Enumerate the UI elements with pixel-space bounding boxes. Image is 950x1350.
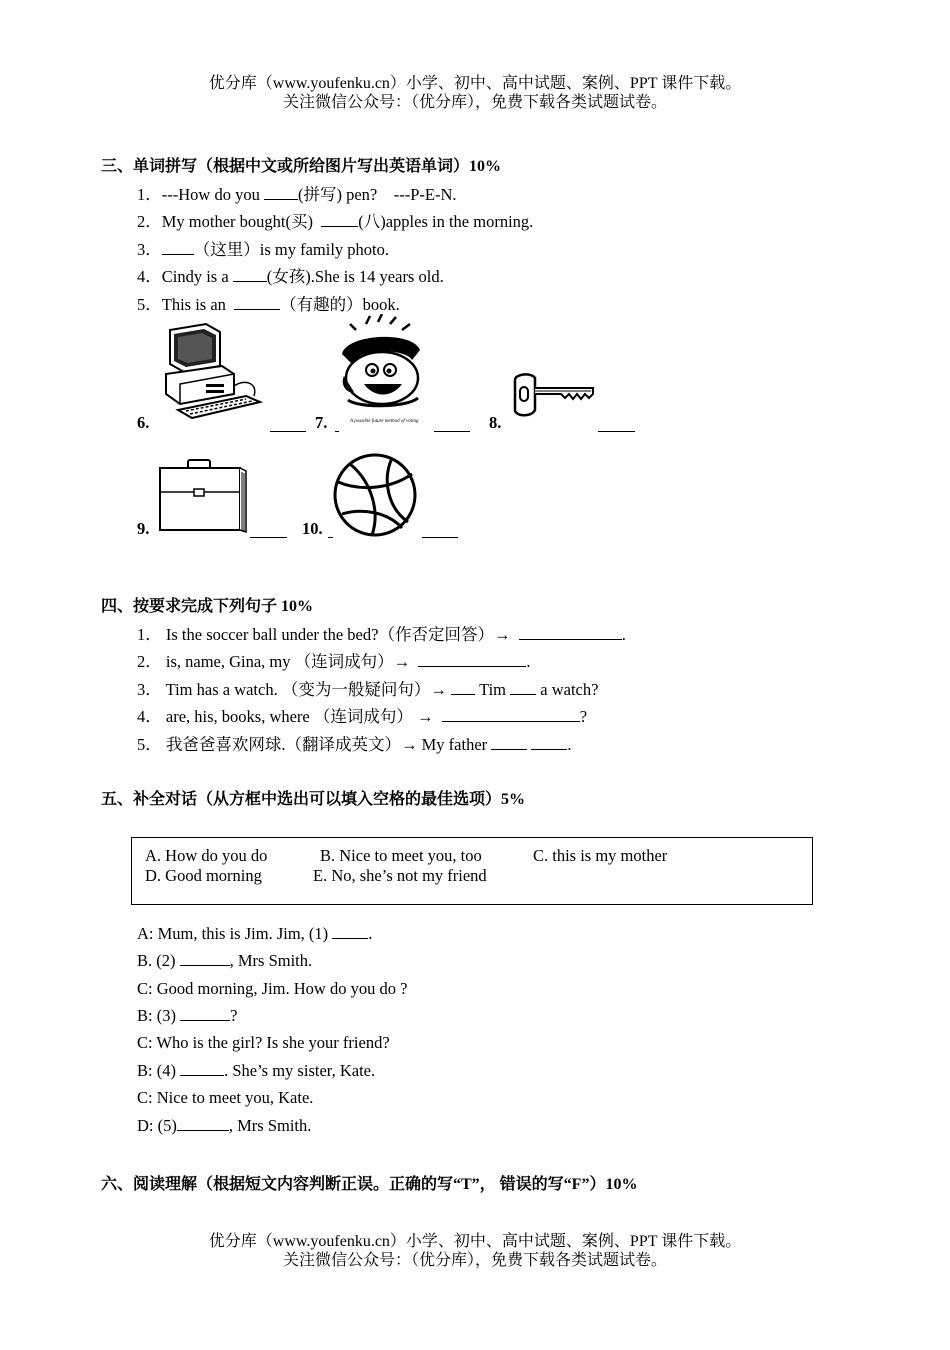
option-c: C. this is my mother xyxy=(533,846,668,865)
answer-blank[interactable] xyxy=(418,652,526,667)
item-text: . xyxy=(621,625,626,644)
s4-item-3 xyxy=(137,676,598,700)
s3-item-1 xyxy=(137,181,456,205)
item-text: （有趣的）book. xyxy=(280,295,400,314)
answer-blank[interactable] xyxy=(321,212,358,227)
item-number: 3． xyxy=(137,680,162,699)
dialogue-line-7 xyxy=(137,1088,313,1108)
section-5-title: 五、补全对话（从方框中选出可以填入空格的最佳选项）5% xyxy=(101,791,526,808)
header-line-2: 关注微信公众号：（优分库），免费下载各类试题试卷。 xyxy=(282,94,667,111)
item-number: 2． xyxy=(137,212,162,231)
dialogue-line-2 xyxy=(137,951,312,971)
dialogue-text: C: Who is the girl? Is she your friend? xyxy=(137,1033,390,1052)
item-number: 5． xyxy=(137,735,162,754)
dialogue-text: B: (4) xyxy=(137,1061,181,1080)
dialogue-text: C: Good morning, Jim. How do you do ? xyxy=(137,979,408,998)
s4-item-5 xyxy=(137,731,572,755)
s4-item-4 xyxy=(137,703,587,727)
item-number: 5． xyxy=(137,295,162,314)
item-text: Is the soccer ball under the bed?（作否定回答）→ xyxy=(165,625,519,644)
picture-label-6: 6. xyxy=(137,413,150,432)
options-box xyxy=(131,837,813,905)
item-text: . xyxy=(567,735,572,754)
item-number: 3． xyxy=(137,240,162,259)
dialogue-line-5 xyxy=(137,1033,390,1053)
picture-label-7: 7. xyxy=(315,413,328,432)
dialogue-line-8 xyxy=(137,1116,311,1136)
footer-line-2: 关注微信公众号：（优分库），免费下载各类试题试卷。 xyxy=(282,1252,667,1269)
header-line-1: 优分库（www.youfenku.cn）小学、初中、高中试题、案例、PPT 课件下载。 xyxy=(208,75,742,92)
option-e: E. No, she’s not my friend xyxy=(313,866,487,885)
section-4-title: 四、按要求完成下列句子 10% xyxy=(101,598,314,615)
item-text: ? xyxy=(579,707,588,726)
briefcase-icon xyxy=(158,458,248,534)
dialogue-text: ? xyxy=(230,1006,238,1025)
answer-blank[interactable] xyxy=(491,735,527,750)
item-number: 4． xyxy=(137,707,162,726)
s3-item-4 xyxy=(137,263,444,287)
option-a: A. How do you do xyxy=(145,846,268,865)
s4-item-1 xyxy=(137,621,626,645)
answer-blank[interactable] xyxy=(233,267,267,282)
dialogue-text: D: (5) xyxy=(137,1116,177,1135)
answer-blank-10[interactable] xyxy=(422,536,458,538)
answer-blank[interactable] xyxy=(264,185,298,200)
item-text: Cindy is a xyxy=(161,267,233,286)
page-header xyxy=(0,74,950,112)
item-number: 1． xyxy=(137,625,162,644)
dialogue-text: B. (2) xyxy=(137,951,180,970)
footer-line-1: 优分库（www.youfenku.cn）小学、初中、高中试题、案例、PPT 课件下载。 xyxy=(208,1233,742,1250)
item-number: 4． xyxy=(137,267,162,286)
picture-label-8: 8. xyxy=(489,413,502,432)
item-text: a watch? xyxy=(536,680,599,699)
answer-blank[interactable] xyxy=(519,625,622,640)
dialogue-text: . She’s my sister, Kate. xyxy=(224,1061,376,1080)
item-text: (拼写) pen? ---P-E-N. xyxy=(297,185,457,204)
computer-icon xyxy=(162,322,266,422)
item-text: ---How do you xyxy=(161,185,264,204)
item-text: （这里）is my family photo. xyxy=(193,240,389,259)
item-text: . xyxy=(526,652,531,671)
answer-blank[interactable] xyxy=(442,707,580,722)
dialogue-line-1 xyxy=(137,924,372,944)
answer-blank[interactable] xyxy=(510,680,536,695)
dialogue-line-4 xyxy=(137,1006,237,1026)
answer-blank[interactable] xyxy=(332,924,368,939)
answer-blank-8[interactable] xyxy=(598,430,635,432)
answer-blank-9[interactable] xyxy=(250,536,287,538)
picture-caption-7: A possible future method of voting xyxy=(350,419,419,424)
answer-blank[interactable] xyxy=(180,1006,230,1021)
s4-item-2 xyxy=(137,648,531,672)
answer-blank-7-lead xyxy=(335,430,339,432)
answer-blank[interactable] xyxy=(180,951,230,966)
dialogue-text: B: (3) xyxy=(137,1006,181,1025)
answer-blank[interactable] xyxy=(177,1116,229,1131)
answer-blank[interactable] xyxy=(162,240,194,255)
item-text: (八)apples in the morning. xyxy=(358,212,534,231)
item-number: 1． xyxy=(137,185,162,204)
option-d: D. Good morning xyxy=(145,866,262,885)
dialogue-text: C: Nice to meet you, Kate. xyxy=(137,1088,314,1107)
key-icon xyxy=(511,372,597,418)
section-3-title: 三、单词拼写（根据中文或所给图片写出英语单词）10% xyxy=(101,158,502,175)
item-text: My mother bought(买) xyxy=(161,212,322,231)
picture-label-9: 9. xyxy=(137,519,150,538)
item-text: are, his, books, where （连词成句） → xyxy=(165,707,442,726)
s3-item-5 xyxy=(137,291,400,315)
answer-blank-10-lead xyxy=(328,536,333,538)
item-text: Tim xyxy=(474,680,511,699)
answer-blank[interactable] xyxy=(531,735,567,750)
dialogue-line-6 xyxy=(137,1061,375,1081)
answer-blank-6[interactable] xyxy=(270,430,306,432)
section-6-title: 六、阅读理解（根据短文内容判断正误。正确的写“T”， 错误的写“F”）10% xyxy=(101,1176,638,1193)
telephone-icon xyxy=(336,314,428,420)
dialogue-text: A: Mum, this is Jim. Jim, (1) xyxy=(137,924,333,943)
s3-item-3 xyxy=(137,236,389,260)
item-text: This is an xyxy=(161,295,235,314)
basketball-icon xyxy=(332,452,418,538)
answer-blank[interactable] xyxy=(451,680,475,695)
option-b: B. Nice to meet you, too xyxy=(320,846,482,865)
item-text: (女孩).She is 14 years old. xyxy=(266,267,444,286)
item-number: 2． xyxy=(137,652,162,671)
page-footer xyxy=(0,1232,950,1270)
answer-blank[interactable] xyxy=(234,295,280,310)
answer-blank[interactable] xyxy=(180,1061,224,1076)
s3-item-2 xyxy=(137,208,533,232)
dialogue-text: , Mrs Smith. xyxy=(228,1116,312,1135)
dialogue-line-3 xyxy=(137,979,407,999)
answer-blank-7[interactable] xyxy=(434,430,470,432)
dialogue-text: , Mrs Smith. xyxy=(229,951,313,970)
item-text: 我爸爸喜欢网球.（翻译成英文）→ My father xyxy=(165,735,492,754)
picture-label-10: 10. xyxy=(302,519,323,538)
item-text: is, name, Gina, my （连词成句）→ xyxy=(165,652,419,671)
item-text: Tim has a watch. （变为一般疑问句）→ xyxy=(165,680,451,699)
dialogue-text: . xyxy=(368,924,373,943)
